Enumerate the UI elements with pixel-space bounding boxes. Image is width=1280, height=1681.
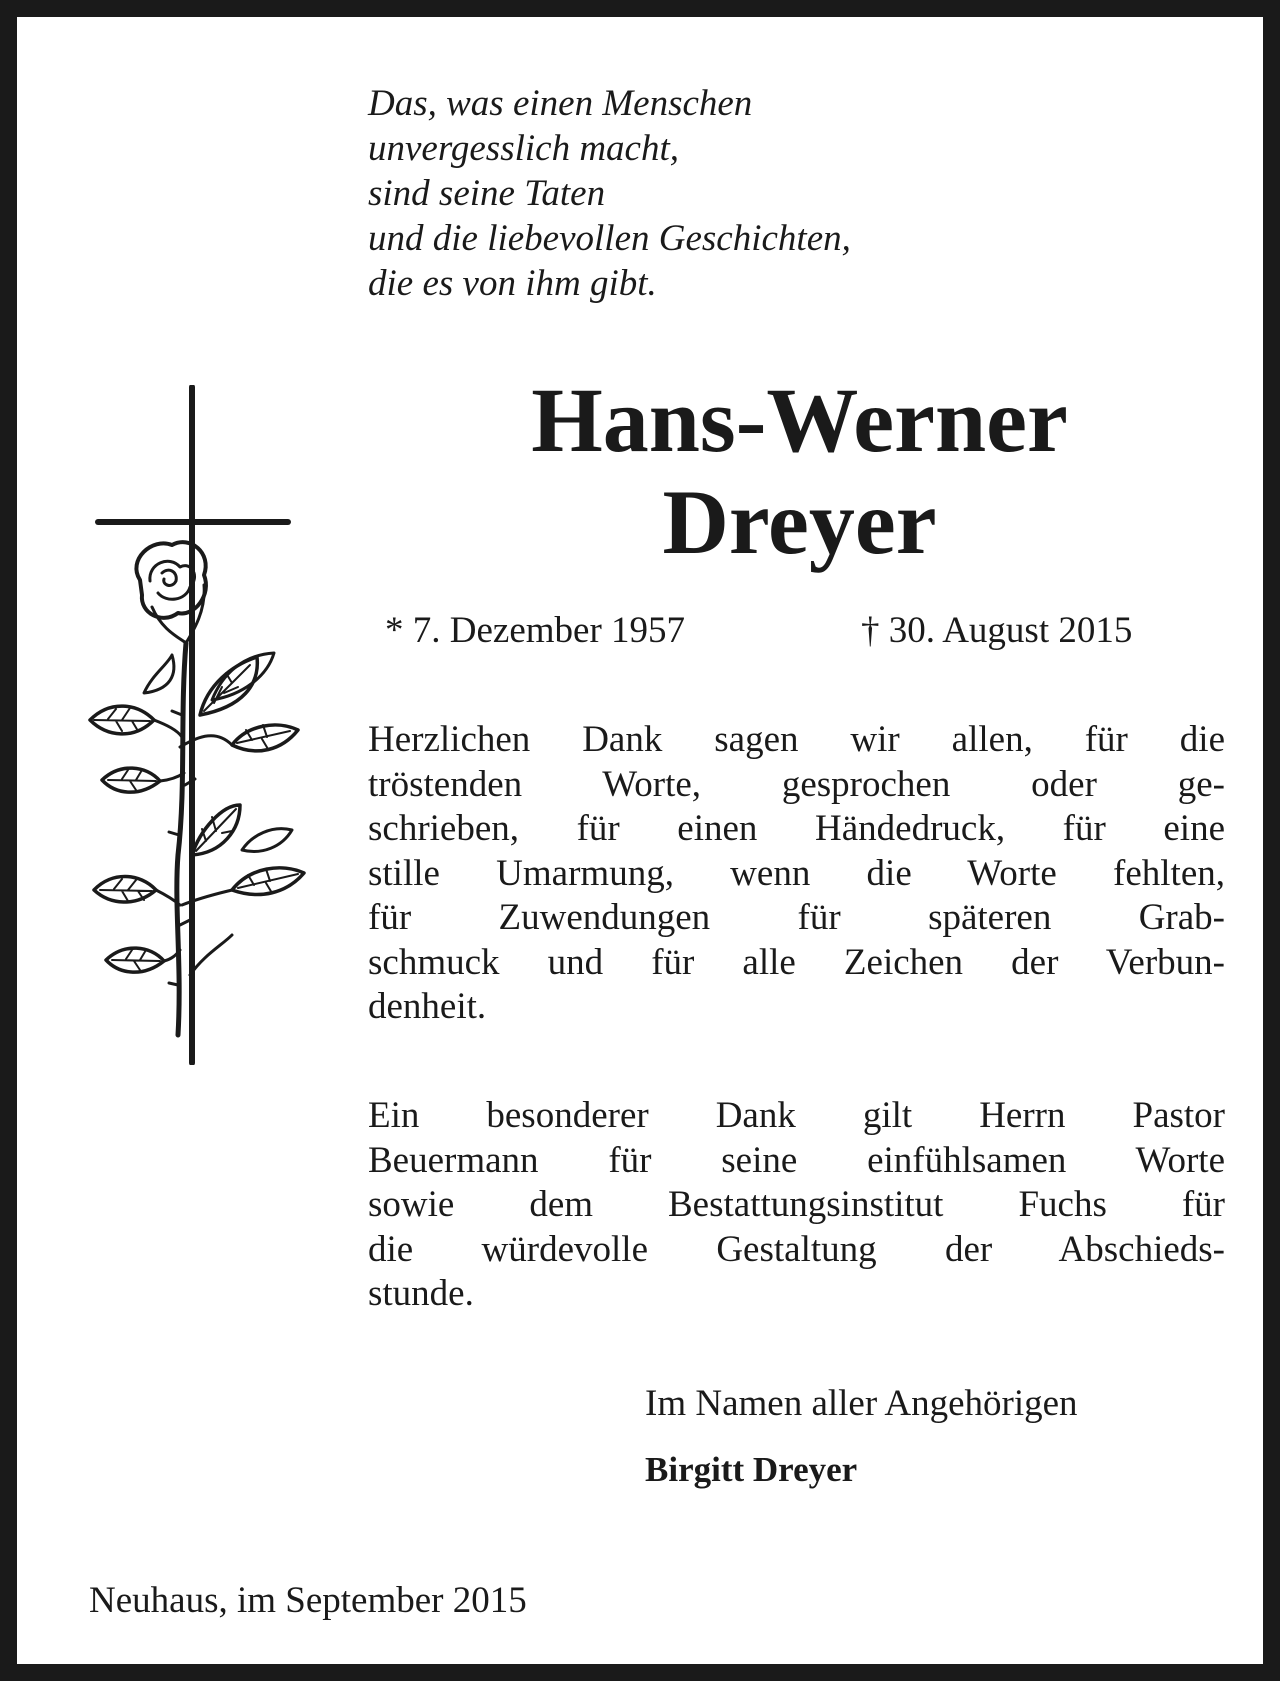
paragraph-line: denheit. <box>368 986 487 1027</box>
paragraph-line: schmuck und für alle Zeichen der Verbun- <box>368 941 1225 983</box>
memorial-quote <box>368 81 1128 306</box>
quote-line: unvergesslich macht, <box>368 128 679 169</box>
cross-with-rose-icon <box>82 385 312 1065</box>
death-date: † 30. August 2015 <box>861 610 1133 651</box>
paragraph-line: die würdevolle Gestaltung der Abschieds- <box>368 1228 1225 1270</box>
paragraph-line: stunde. <box>368 1273 474 1314</box>
paragraph-line: Beuermann für seine einfühlsamen Worte <box>368 1139 1225 1181</box>
paragraph-line: Herzlichen Dank sagen wir allen, für die <box>368 719 1225 760</box>
deceased-first-name: Hans-Werner <box>531 369 1068 471</box>
quote-line: Das, was einen Menschen <box>368 83 753 124</box>
special-thanks-paragraph <box>368 1094 1225 1317</box>
paragraph-line: stille Umarmung, wenn die Worte fehlten, <box>368 852 1225 894</box>
paragraph-line: für Zuwendungen für späteren Grab- <box>368 897 1225 938</box>
paragraph-line: tröstenden Worte, gesprochen oder ge- <box>368 763 1225 805</box>
quote-line: sind seine Taten <box>368 173 606 214</box>
deceased-last-name: Dreyer <box>662 471 937 573</box>
thanks-paragraph <box>368 718 1225 1030</box>
paragraph-line: Ein besonderer Dank gilt Herrn Pastor <box>368 1095 1225 1136</box>
deceased-name <box>407 369 1192 573</box>
quote-line: die es von ihm gibt. <box>368 263 657 304</box>
birth-date: * 7. Dezember 1957 <box>385 610 686 651</box>
quote-line: und die liebevollen Geschichten, <box>368 218 851 259</box>
signature-name: Birgitt Dreyer <box>645 1450 858 1489</box>
paragraph-line: schrieben, für einen Händedruck, für eine <box>368 808 1225 849</box>
paragraph-line: sowie dem Bestattungsinstitut Fuchs für <box>368 1184 1225 1225</box>
closing-phrase: Im Namen aller Angehörigen <box>645 1383 1078 1424</box>
place-and-date: Neuhaus, im September 2015 <box>89 1580 527 1621</box>
